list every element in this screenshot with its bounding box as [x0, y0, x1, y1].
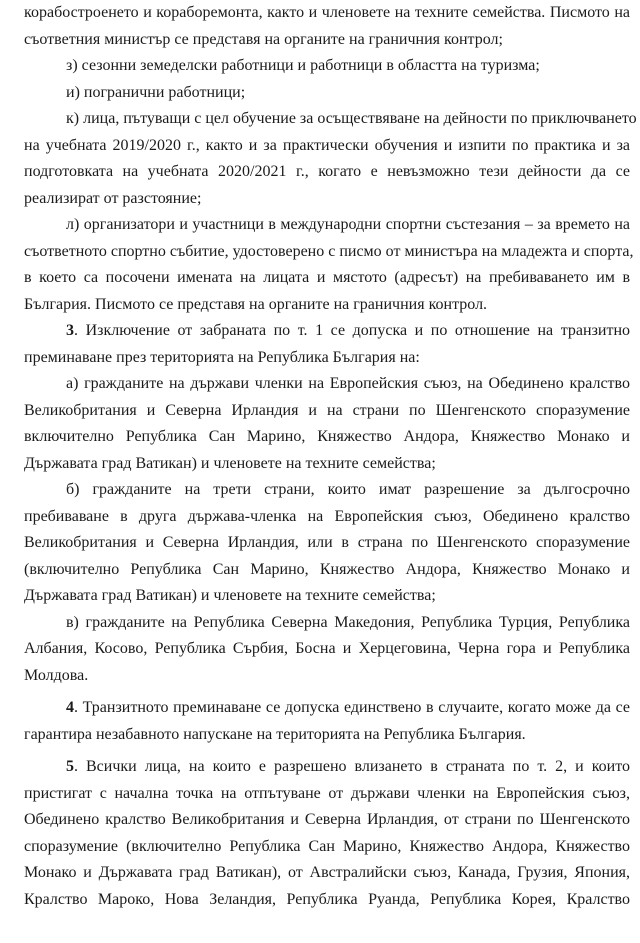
line-text: Великобритания и Северна Ирландия и на страни по Шенгенското споразумение [24, 401, 630, 419]
line-text: Държавата град Ватикан) и членовете на техните семейства; [24, 587, 436, 604]
line-text: з) сезонни земеделски работници и работници в областта на туризма; [66, 57, 540, 74]
document-text-line [24, 722, 630, 749]
line-text: Държавата град Ватикан) и членовете на техните семейства; [24, 454, 436, 472]
line-text: подготовката на учебната 2020/2021 г., когато е невъзможно тези дейности да се [24, 163, 630, 180]
document-text-line [24, 292, 630, 319]
document-page [24, 0, 637, 913]
line-text: България. Писмото се представя на органите на граничния контрол. [24, 295, 488, 313]
document-text-line [24, 159, 630, 186]
document-text-line [24, 424, 630, 451]
line-text: Албания, Косово, Република Сърбия, Босна и Херцеговина, Черна гора и Република [24, 640, 630, 657]
line-text: пребиваване в друга държава-членка на Европейския съюз, Обединено кралство [24, 507, 630, 525]
line-text: на учебната 2019/2020 г., както и за практически обучения и изпити по практика и за [24, 136, 630, 154]
document-text-line [24, 663, 630, 690]
line-text: гарантира незабавното напускане на територията на Република България. [24, 725, 526, 743]
document-text-line [24, 807, 630, 834]
line-text: . Изключение от забраната по т. 1 се допуска и по отношение на транзитно [74, 322, 630, 339]
document-text-line [24, 530, 630, 557]
document-text-line [24, 451, 630, 478]
document-text-line [24, 0, 630, 27]
line-text: споразумение (включително Република Сан Марино, Княжество Андора, Княжество [24, 837, 630, 855]
line-text: Молдова. [24, 666, 89, 684]
document-text-line [24, 106, 637, 133]
item-number: 5 [66, 758, 74, 775]
document-text-line [24, 504, 630, 531]
line-text: Кралство Мароко, Нова Зеландия, Република Руанда, Република Корея, Кралство [24, 890, 630, 908]
line-text: (включително Република Сан Марино, Княжество Андора, Княжество Монако и [24, 560, 630, 578]
document-text-line [24, 398, 630, 425]
document-text-line [24, 133, 630, 160]
document-text-line [24, 477, 630, 504]
document-text-line [24, 610, 630, 637]
line-text: корабостроенето и кораборемонта, както и членовете на техните семейства. Писмото на [24, 4, 630, 21]
line-text: и) погранични работници; [66, 83, 246, 101]
document-text-line [24, 557, 630, 584]
document-text-line [24, 318, 630, 345]
line-text: б) гражданите на трети страни, които имат разрешение за дългосрочно [66, 481, 630, 498]
line-text: Монако и Държавата град Ватикан), от Австралийски съюз, Канада, Грузия, Япония, [24, 864, 630, 881]
document-text-line [24, 239, 634, 266]
line-text: к) лица, пътуващи с цел обучение за осъществяване на дейности по приключването [66, 110, 637, 127]
document-text-line [24, 212, 630, 239]
document-text-line [24, 887, 630, 914]
document-text-line [24, 27, 630, 54]
document-text-line [24, 345, 630, 372]
line-text: Великобритания и Северна Ирландия, или в страна по Шенгенското споразумение [24, 534, 630, 551]
document-text-line [24, 636, 630, 663]
document-text-line [24, 834, 630, 861]
document-text-line [24, 80, 630, 107]
line-text: л) организатори и участници в международни спортни състезания – за времето на [66, 216, 630, 233]
line-text: реализират от разстояние; [24, 189, 202, 207]
document-text-line [24, 583, 630, 610]
document-text-line [24, 265, 630, 292]
document-text-line [24, 53, 630, 80]
item-number: 3 [66, 322, 74, 339]
line-text: включително Република Сан Марино, Княжество Андора, Княжество Монако и [24, 428, 630, 445]
line-text: преминаване през територията на Република България на: [24, 348, 420, 366]
document-text-line [24, 860, 630, 887]
line-text: а) гражданите на държави членки на Европейския съюз, на Обединено кралство [66, 375, 630, 392]
document-text-line [24, 186, 630, 213]
document-text-line [24, 371, 630, 398]
line-text: съответния министър се представя на органите на граничния контрол; [24, 30, 503, 48]
document-text-line [24, 754, 630, 781]
line-text: в което са посочени имената на лицата и мястото (адресът) на пребиваването им в [24, 269, 630, 286]
line-text: съответното спортно събитие, удостоверено с писмо от министъра на младежта и спорта, [24, 242, 634, 260]
document-text-line [24, 695, 630, 722]
line-text: пристигат с начална точка на отпътуване от държави членки на Европейския съюз, [24, 784, 630, 802]
line-text: . Всички лица, на които е разрешено влизането в страната по т. 2, и които [74, 758, 630, 775]
line-text: . Транзитното преминаване се допуска единствено в случаите, когато може да се [74, 699, 630, 716]
line-text: Обединено кралство Великобритания и Северна Ирландия, от страни по Шенгенското [24, 811, 630, 828]
document-text-line [24, 781, 630, 808]
line-text: в) гражданите на Република Северна Македония, Република Турция, Република [66, 613, 630, 631]
item-number: 4 [66, 699, 74, 716]
